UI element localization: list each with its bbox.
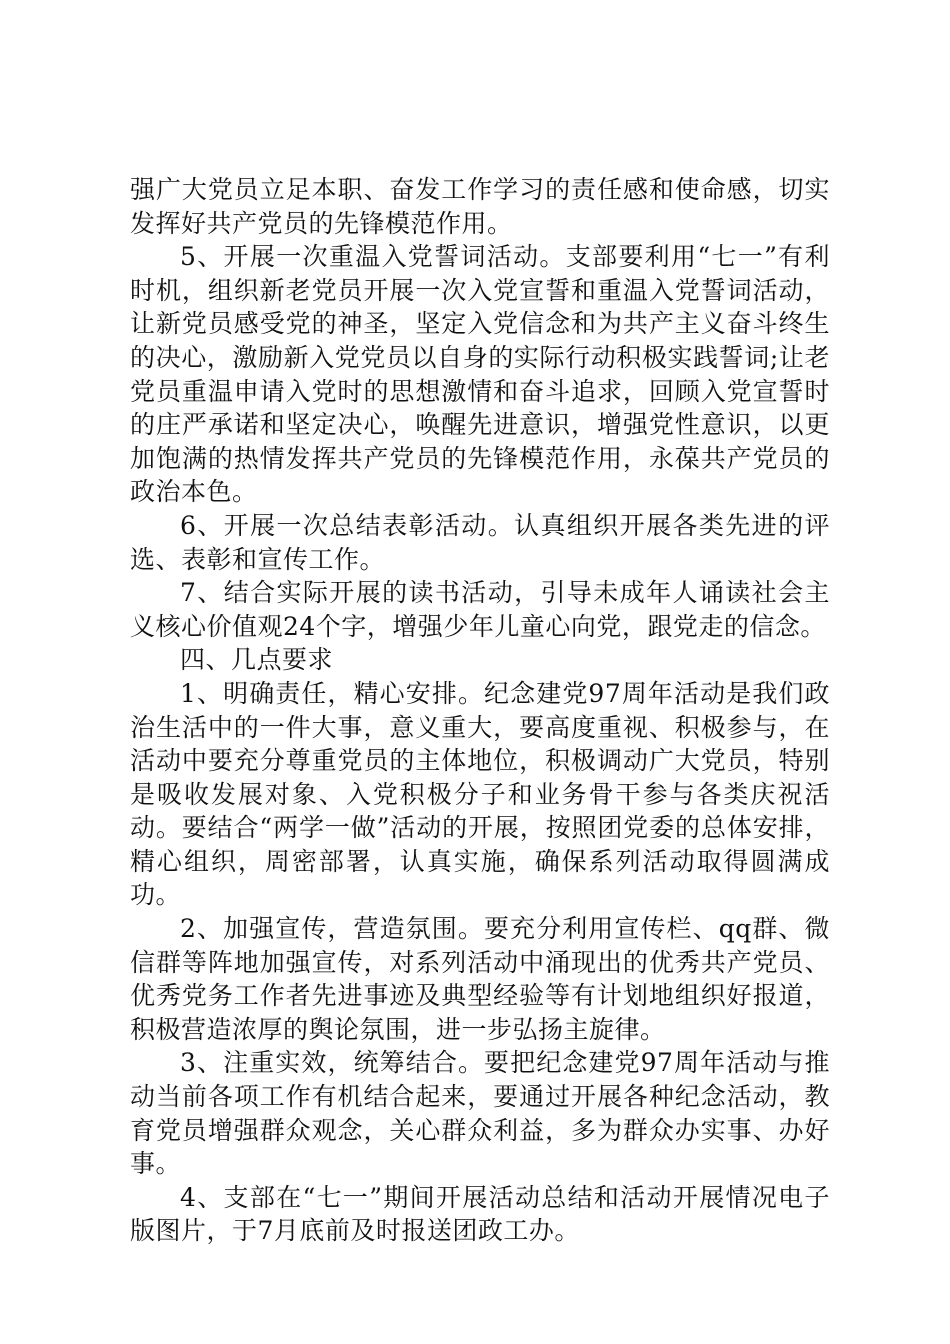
section-heading-requirements: 四、几点要求 [180, 645, 334, 675]
document-body [130, 173, 830, 1248]
paragraph-requirement-1: 1、明确责任，精心安排。纪念建党97周年活动是我们政治生活中的一件大事，意义重大，要高度重视、积极参与，在活动中要充分尊重党员的主体地位，积极调动广大党员，特别是吸收发展对象、入党积极分子和业务骨干参与各类庆祝活动。要结合“两学一做”活动的开展，按照团党委的总体安排，精心组织，周密部署，认真实施，确保系列活动取得圆满成功。 [130, 678, 830, 910]
paragraph-item-7: 7、结合实际开展的读书活动，引导未成年人诵读社会主义核心价值观24个字，增强少年儿童心向党，跟党走的信念。 [130, 578, 830, 641]
paragraph-item-6: 6、开展一次总结表彰活动。认真组织开展各类先进的评选、表彰和宣传工作。 [130, 510, 830, 574]
paragraph-item-5: 5、开展一次重温入党誓词活动。支部要利用“七一”有利时机，组织新老党员开展一次入党宣誓和重温入党誓词活动，让新党员感受党的神圣，坚定入党信念和为共产主义奋斗终生的决心，激励新入党党员以自身的实际行动积极实践誓词;让老党员重温申请入党时的思想激情和奋斗追求，回顾入党宣誓时的庄严承诺和坚定决心，唤醒先进意识，增强党性意识，以更加饱满的热情发挥共产党员的先锋模范作用，永葆共产党员的政治本色。 [130, 242, 830, 507]
paragraph-requirement-2: 2、加强宣传，营造氛围。要充分利用宣传栏、qq群、微信群等阵地加强宣传，对系列活动中涌现出的优秀共产党员、优秀党务工作者先进事迹及典型经验等有计划地组织好报道，积极营造浓厚的舆论氛围，进一步弘扬主旋律。 [130, 914, 830, 1044]
paragraph-requirement-4: 4、支部在“七一”期间开展活动总结和活动开展情况电子版图片，于7月底前及时报送团政工办。 [130, 1182, 830, 1246]
paragraph-continuation: 强广大党员立足本职、奋发工作学习的责任感和使命感，切实发挥好共产党员的先锋模范作用。 [130, 175, 830, 238]
paragraph-requirement-3: 3、注重实效，统筹结合。要把纪念建党97周年活动与推动当前各项工作有机结合起来，要通过开展各种纪念活动，教育党员增强群众观念，关心群众利益，多为群众办实事、办好事。 [130, 1048, 830, 1179]
